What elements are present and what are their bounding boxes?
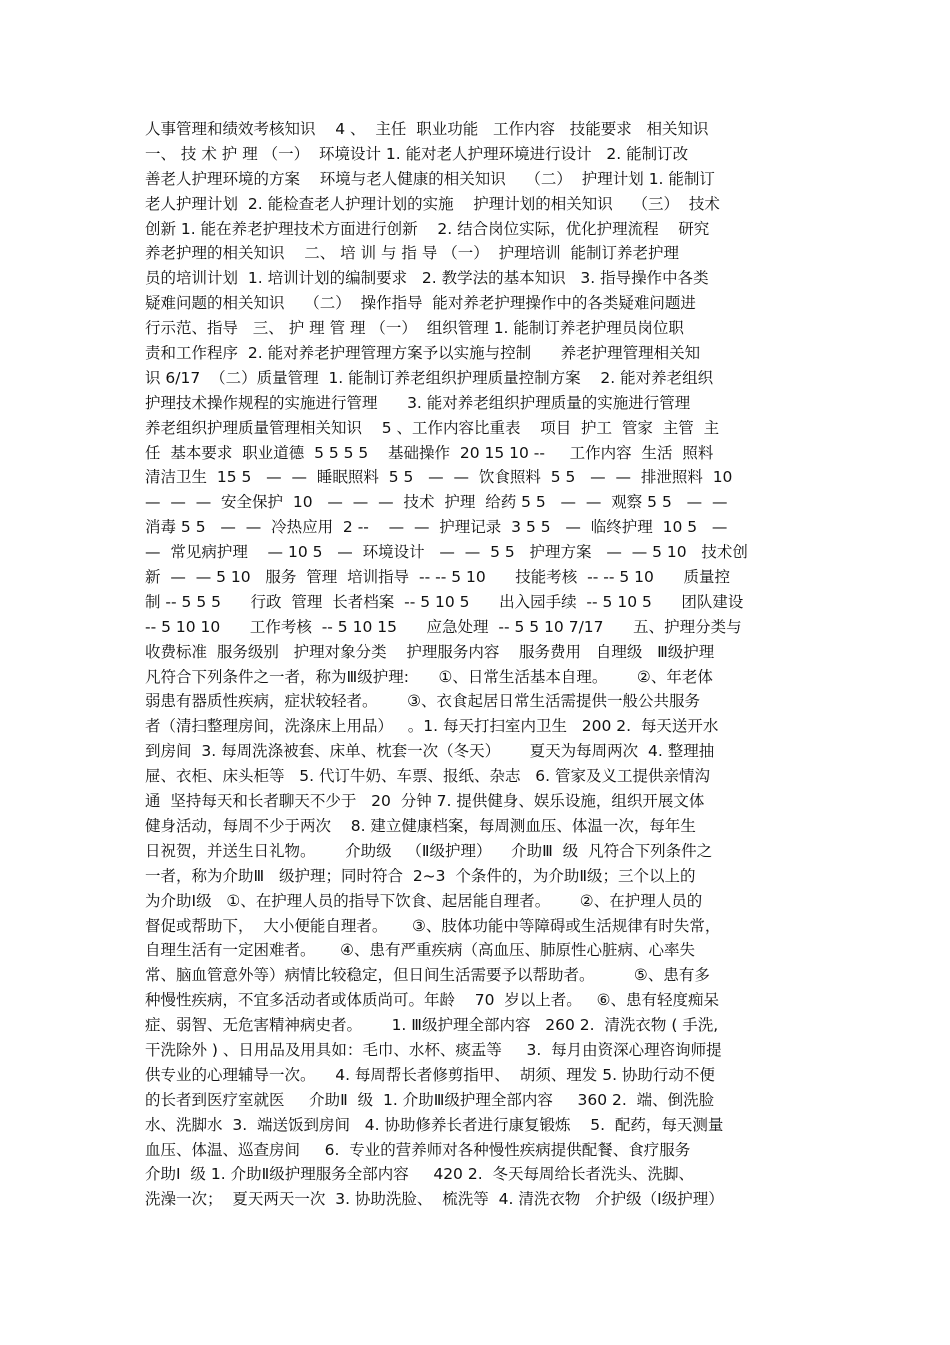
text-line: 到房间 3. 每周洗涤被套、床单、枕套一次（冬天） 夏天为每周两次 4. 整理抽 [145, 742, 715, 761]
text-line: 疑难问题的相关知识 （二） 操作指导 能对养老护理操作中的各类疑难问题进 [145, 294, 696, 313]
text-line: 介助Ⅰ 级 1. 介助Ⅱ级护理服务全部内容 420 2. 冬天每周给长者洗头、洗脚、 [145, 1165, 694, 1184]
text-line: 血压、体温、巡查房间 6. 专业的营养师对各种慢性疾病提供配餐、食疗服务 [145, 1140, 691, 1159]
text-line: 为介助Ⅰ级 ①、在护理人员的指导下饮食、起居能自理者。 ②、在护理人员的 [145, 891, 703, 910]
body-text [145, 117, 810, 1212]
text-line: 人事管理和绩效考核知识 4 、 主任 职业功能 工作内容 技能要求 相关知识 [145, 120, 709, 138]
text-line: 创新 1. 能在养老护理技术方面进行创新 2. 结合岗位实际，优化护理流程 研究 [145, 219, 710, 238]
text-line: 护理技术操作规程的实施进行管理 3. 能对养老组织护理质量的实施进行管理 [145, 393, 691, 412]
text-line: 干洗除外 ) 、日用品及用具如：毛巾、水杯、痰盂等 3. 每月由资深心理咨询师提 [145, 1040, 722, 1059]
text-line: 行示范、指导 三、 护 理 管 理 （一） 组织管理 1. 能制订养老护理员岗位职 [145, 319, 684, 338]
text-line: 督促或帮助下， 大小便能自理者。 ③、肢体功能中等障碍或生活规律有时失常， [145, 916, 721, 935]
text-line: 消毒 5 5 — — 冷热应用 2 -- — — 护理记录 3 5 5 — 临终护理 10 5 — [145, 518, 728, 537]
text-line: 养老组织护理质量管理相关知识 5 、工作内容比重表 项目 护工 管家 主管 主 [145, 418, 720, 437]
text-line: 洗澡一次； 夏天两天一次 3. 协助洗脸、 梳洗等 4. 清洗衣物 介护级（Ⅰ级护理） [145, 1190, 724, 1209]
text-line: 通 坚持每天和长者聊天不少于 20 分钟 7. 提供健身、娱乐设施，组织开展文体 [145, 792, 705, 811]
text-line: 健身活动，每周不少于两次 8. 建立健康档案，每周测血压、体温一次，每年生 [145, 816, 696, 835]
text-line: 种慢性疾病，不宜多活动者或体质尚可。年龄 70 岁以上者。 ⑥、患有轻度痴呆 [145, 991, 719, 1010]
text-line: 常、脑血管意外等）病情比较稳定，但日间生活需要予以帮助者。 ⑤、患有多 [145, 966, 710, 985]
text-line: 症、弱智、无危害精神病史者。 1. Ⅲ级护理全部内容 260 2. 清洗衣物 ( 手洗, [145, 1016, 719, 1035]
text-line: 者（清扫整理房间，洗涤床上用品） 。1. 每天打扫室内卫生 200 2. 每天送开水 [145, 717, 719, 736]
text-line: 供专业的心理辅导一次。 4. 每周帮长者修剪指甲、 胡须、理发 5. 协助行动不便 [145, 1065, 715, 1084]
text-line: 善老人护理环境的方案 环境与老人健康的相关知识 （二） 护理计划 1. 能制订 [145, 169, 715, 188]
text-line: 任 基本要求 职业道德 5 5 5 5 基础操作 20 15 10 -- 工作内容 生活 照料 [145, 443, 714, 462]
text-line: 弱患有器质性疾病，症状较轻者。 ③、衣食起居日常生活需提供一般公共服务 [145, 692, 700, 711]
text-line: 责和工作程序 2. 能对养老护理管理方案予以实施与控制 养老护理管理相关知 [145, 344, 701, 363]
text-line: 一者，称为介助Ⅲ 级护理；同时符合 2~3 个条件的，为介助Ⅱ级；三个以上的 [145, 866, 696, 885]
text-line: 日祝贺，并送生日礼物。 介助级 （Ⅱ级护理） 介助Ⅲ 级 凡符合下列条件之 [145, 841, 713, 860]
text-line: 的长者到医疗室就医 介助Ⅱ 级 1. 介助Ⅲ级护理全部内容 360 2. 端、倒洗脸 [145, 1090, 715, 1109]
text-line: — 常见病护理 — 10 5 — 环境设计 — — 5 5 护理方案 — — 5 10 技术创 [145, 543, 748, 562]
text-line: 水、洗脚水 3. 端送饭到房间 4. 协助修养长者进行康复锻炼 5. 配药，每天测量 [145, 1115, 724, 1134]
text-line: 屉、衣柜、床头柜等 5. 代订牛奶、车票、报纸、杂志 6. 管家及义工提供亲情沟 [145, 767, 710, 786]
text-line: 凡符合下列条件之一者，称为Ⅲ级护理: ①、日常生活基本自理。 ②、年老体 [145, 667, 713, 686]
text-line: 老人护理计划 2. 能检查老人护理计划的实施 护理计划的相关知识 （三） 技术 [145, 194, 720, 213]
text-line: — — — 安全保护 10 — — — 技术 护理 给药 5 5 — — 观察 5 5 — — [145, 493, 728, 512]
text-line: 一、 技 术 护 理 （一） 环境设计 1. 能对老人护理环境进行设计 2. 能制订改 [145, 144, 689, 163]
text-line: -- 5 10 10 工作考核 -- 5 10 15 应急处理 -- 5 5 10 7/17 五、护理分类与 [145, 617, 742, 636]
text-line: 清洁卫生 15 5 — — 睡眠照料 5 5 — — 饮食照料 5 5 — — 排泄照料 10 [145, 468, 733, 487]
text-line: 自理生活有一定困难者。 ④、患有严重疾病（高血压、肺原性心脏病、心率失 [145, 941, 696, 960]
text-line: 收费标准 服务级别 护理对象分类 护理服务内容 服务费用 自理级 Ⅲ级护理 [145, 642, 715, 661]
text-line: 养老护理的相关知识 二、 培 训 与 指 导 （一） 护理培训 能制订养老护理 [145, 244, 679, 263]
text-line: 制 -- 5 5 5 行政 管理 长者档案 -- 5 10 5 出入园手续 -- 5 10 5 团队建设 [145, 592, 744, 611]
text-line: 识 6/17 （二）质量管理 1. 能制订养老组织护理质量控制方案 2. 能对养老组织 [145, 368, 714, 387]
text-line: 员的培训计划 1. 培训计划的编制要求 2. 教学法的基本知识 3. 指导操作中各类 [145, 269, 709, 288]
text-line: 新 — — 5 10 服务 管理 培训指导 -- -- 5 10 技能考核 -- -- 5 10 质量控 [145, 568, 730, 587]
